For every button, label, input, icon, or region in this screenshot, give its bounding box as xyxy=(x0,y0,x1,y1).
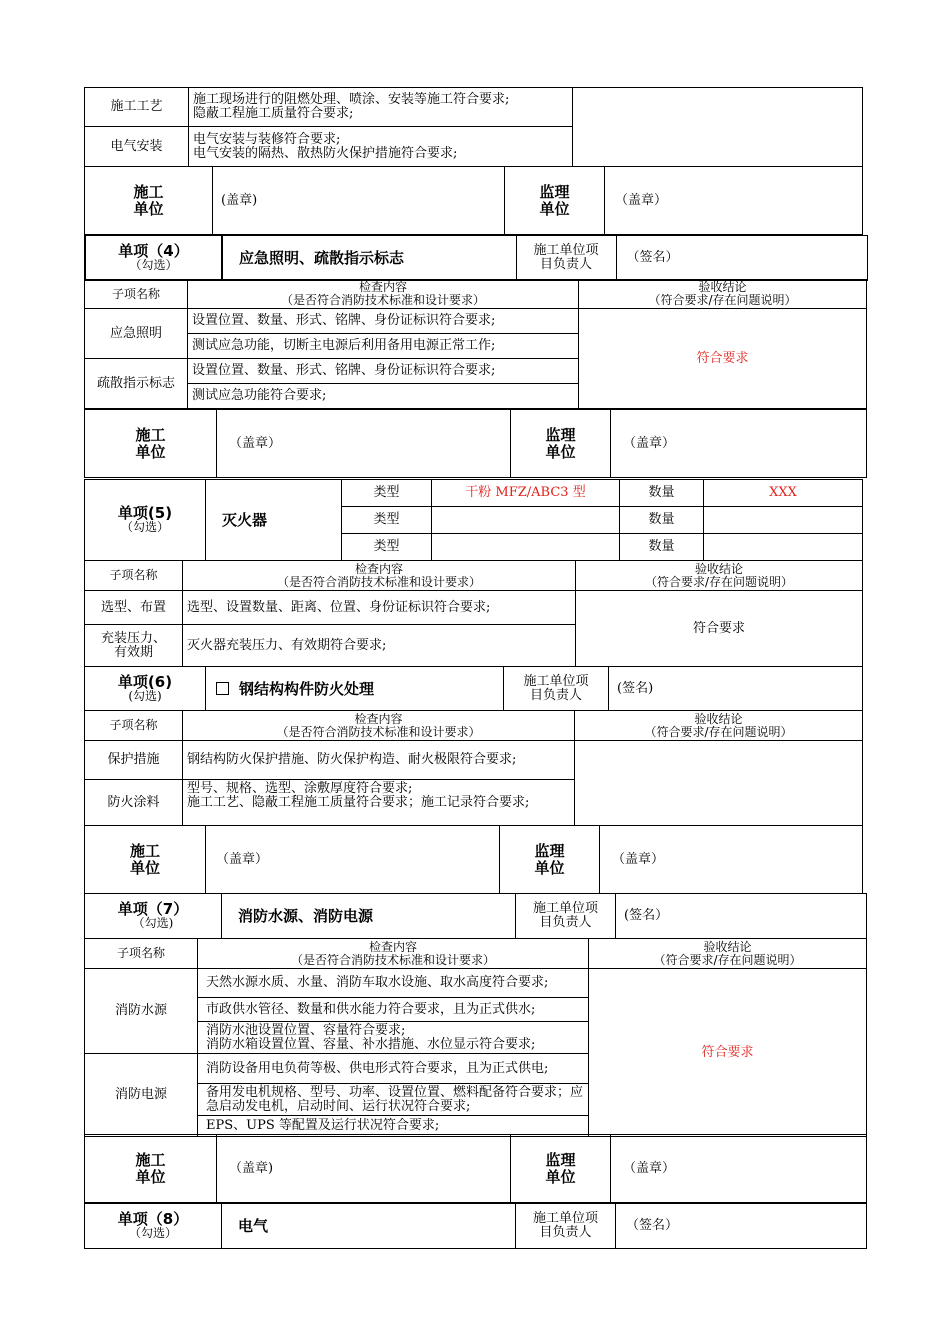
section-6-body xyxy=(84,710,863,826)
item-label: 单项(5) （勾选） xyxy=(85,480,206,561)
project-leader-label: 施工单位项目负责人 xyxy=(504,667,609,711)
section-4-sign-row xyxy=(84,409,867,478)
section-6-sign-row xyxy=(84,825,863,894)
section-7-sign-row xyxy=(84,1134,867,1203)
section-4-header xyxy=(84,234,868,281)
type-value[interactable] xyxy=(432,534,620,561)
subitem-name: 选型、布置 xyxy=(85,591,183,625)
item-title: 灭火器 xyxy=(206,480,342,561)
type-label: 类型 xyxy=(342,480,432,507)
result-value: 符合要求 xyxy=(589,969,867,1137)
item-label: 单项（4） （勾选） xyxy=(85,235,222,280)
check-content: 施工现场进行的阻燃处理、喷涂、安装等施工符合要求; 隐蔽工程施工质量符合要求; xyxy=(189,88,573,127)
supervision-unit-label: 监理单位 xyxy=(500,826,600,894)
section-6-header xyxy=(84,666,863,711)
supervision-unit-label: 监理单位 xyxy=(511,1135,611,1203)
item-label: 单项(6) (勾选) xyxy=(85,667,206,711)
col-header-content: 检查内容 （是否符合消防技术标准和设计要求） xyxy=(183,711,575,741)
check-content: 电气安装与装修符合要求; 电气安装的隔热、散热防火保护措施符合要求; xyxy=(189,127,573,167)
construction-seal: （盖章） xyxy=(206,826,500,894)
section-5-header xyxy=(84,479,863,561)
quantity-value[interactable] xyxy=(704,534,863,561)
section-8-header xyxy=(84,1203,867,1249)
section-7-body xyxy=(84,938,867,1137)
item-label: 单项（8） （勾选） xyxy=(85,1204,222,1249)
project-leader-label: 施工单位项目负责人 xyxy=(516,1204,616,1249)
item-title: 消防水源、消防电源 xyxy=(222,894,516,939)
project-leader-label: 施工单位项目负责人 xyxy=(516,235,616,280)
subitem-name: 疏散指示标志 xyxy=(85,359,188,409)
item-title: 电气 xyxy=(222,1204,516,1249)
result-cell xyxy=(573,88,863,167)
item-title: 应急照明、疏散指示标志 xyxy=(222,235,516,280)
col-header-content: 检查内容 （是否符合消防技术标准和设计要求） xyxy=(198,939,589,969)
construction-seal: (盖章) xyxy=(213,167,505,235)
project-leader-label: 施工单位项目负责人 xyxy=(516,894,616,939)
supervision-seal: （盖章） xyxy=(611,1135,867,1203)
col-header-subitem: 子项名称 xyxy=(85,280,188,309)
check-content: 备用发电机规格、型号、功率、设置位置、燃料配备符合要求；应急启动发电机，启动时间、运行状况符合要求; xyxy=(198,1084,589,1116)
result-value: 符合要求 xyxy=(576,591,863,667)
item-title: 钢结构构件防火处理 xyxy=(206,667,504,711)
construction-unit-label: 施工单位 xyxy=(85,410,217,478)
subitem-name: 充装压力、有效期 xyxy=(85,625,183,667)
type-value[interactable] xyxy=(432,507,620,534)
quantity-label: 数量 xyxy=(620,507,704,534)
check-content: 钢结构防火保护措施、防火保护构造、耐火极限符合要求; xyxy=(183,741,575,780)
construction-unit-label: 施工单位 xyxy=(85,1135,217,1203)
construction-unit-label: 施工单位 xyxy=(85,826,206,894)
item-label: 单项（7） （勾选) xyxy=(85,894,222,939)
check-content: 型号、规格、选型、涂敷厚度符合要求; 施工工艺、隐蔽工程施工质量符合要求；施工记录符合要求; xyxy=(183,780,575,826)
check-content: 市政供水管径、数量和供水能力符合要求，且为正式供水; xyxy=(198,998,589,1022)
supervision-unit-label: 监理单位 xyxy=(505,167,605,235)
quantity-value[interactable]: XXX xyxy=(704,480,863,507)
check-content: 消防设备用电负荷等极、供电形式符合要求，且为正式供电; xyxy=(198,1054,589,1084)
col-header-subitem: 子项名称 xyxy=(85,561,183,591)
construction-unit-label: 施工单位 xyxy=(85,167,213,235)
col-header-result: 验收结论 （符合要求/存在问题说明） xyxy=(576,561,863,591)
type-label: 类型 xyxy=(342,507,432,534)
top-sign-row xyxy=(84,166,863,235)
quantity-value[interactable] xyxy=(704,507,863,534)
section-5-body xyxy=(84,560,863,667)
signature-field[interactable]: (签名） xyxy=(616,894,867,939)
checkbox-icon[interactable] xyxy=(216,682,229,695)
section-4-body xyxy=(84,279,867,409)
subitem-name: 防火涂料 xyxy=(85,780,183,826)
type-value[interactable]: 干粉 MFZ/ABC3 型 xyxy=(432,480,620,507)
signature-field[interactable]: （签名） xyxy=(616,235,867,280)
check-content: 消防水池设置位置、容量符合要求; 消防水箱设置位置、容量、补水措施、水位显示符合要求; xyxy=(198,1022,589,1054)
col-header-result: 验收结论 （符合要求/存在问题说明） xyxy=(575,711,863,741)
check-content: EPS、UPS 等配置及运行状况符合要求; xyxy=(198,1116,589,1137)
section-7-header xyxy=(84,893,867,939)
col-header-content: 检查内容 （是否符合消防技术标准和设计要求） xyxy=(183,561,576,591)
construction-seal: （盖章） xyxy=(217,410,511,478)
col-header-subitem: 子项名称 xyxy=(85,711,183,741)
check-content: 测试应急功能符合要求; xyxy=(188,384,579,409)
check-content: 设置位置、数量、形式、铭牌、身份证标识符合要求; xyxy=(188,359,579,384)
supervision-seal: （盖章） xyxy=(605,167,863,235)
check-content: 选型、设置数量、距离、位置、身份证标识符合要求; xyxy=(183,591,576,625)
check-content: 测试应急功能，切断主电源后利用备用电源正常工作; xyxy=(188,334,579,359)
result-cell xyxy=(575,741,863,826)
quantity-label: 数量 xyxy=(620,480,704,507)
signature-field[interactable]: (签名) xyxy=(609,667,863,711)
top-section xyxy=(84,87,863,167)
col-header-content: 检查内容 （是否符合消防技术标准和设计要求） xyxy=(188,280,579,309)
col-header-result: 验收结论 （符合要求/存在问题说明） xyxy=(589,939,867,969)
subitem-name: 应急照明 xyxy=(85,309,188,359)
check-content: 灭火器充装压力、有效期符合要求; xyxy=(183,625,576,667)
subitem-name: 保护措施 xyxy=(85,741,183,780)
check-content: 设置位置、数量、形式、铭牌、身份证标识符合要求; xyxy=(188,309,579,334)
type-label: 类型 xyxy=(342,534,432,561)
subitem-name: 消防水源 xyxy=(85,969,198,1054)
supervision-unit-label: 监理单位 xyxy=(511,410,611,478)
supervision-seal: （盖章） xyxy=(600,826,863,894)
signature-field[interactable]: （签名） xyxy=(616,1204,867,1249)
subitem-name: 施工工艺 xyxy=(85,88,189,127)
subitem-name: 电气安装 xyxy=(85,127,189,167)
quantity-label: 数量 xyxy=(620,534,704,561)
col-header-subitem: 子项名称 xyxy=(85,939,198,969)
result-value: 符合要求 xyxy=(579,309,867,409)
subitem-name: 消防电源 xyxy=(85,1054,198,1137)
check-content: 天然水源水质、水量、消防车取水设施、取水高度符合要求; xyxy=(198,969,589,998)
supervision-seal: （盖章） xyxy=(611,410,867,478)
construction-seal: （盖章) xyxy=(217,1135,511,1203)
col-header-result: 验收结论 （符合要求/存在问题说明） xyxy=(579,280,867,309)
